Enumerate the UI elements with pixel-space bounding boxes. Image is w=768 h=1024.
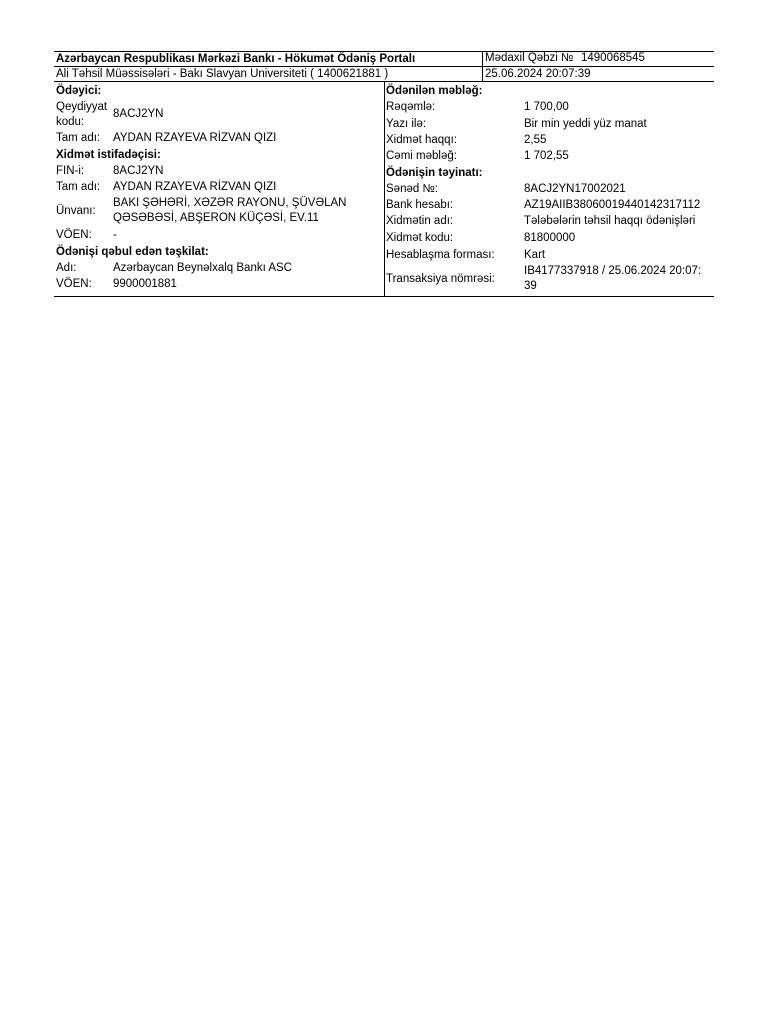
address-line-2: QƏSƏBƏSİ, ABŞERON KÜÇƏSİ, EV.11 xyxy=(113,212,319,224)
service-user-name-label: Tam adı: xyxy=(56,181,101,193)
transaction-number-label: Transaksiya nömrəsi: xyxy=(386,273,495,285)
amount-section-heading: Ödənilən məbləğ: xyxy=(386,85,483,97)
service-code-value: 81800000 xyxy=(524,232,576,244)
amount-words-value: Bir min yeddi yüz manat xyxy=(524,118,647,130)
payer-reg-label-1: Qeydiyyat xyxy=(56,101,108,113)
purpose-section-heading: Ödənişin təyinatı: xyxy=(386,167,483,179)
address-line-1: BAKI ŞƏHƏRİ, XƏZƏR RAYONU, ŞÜVƏLAN xyxy=(113,197,347,209)
service-fee-value: 2,55 xyxy=(524,134,547,146)
bank-account-label: Bank hesabı: xyxy=(386,199,454,211)
payer-name-value: AYDAN RZAYEVA RİZVAN QIZI xyxy=(113,132,277,144)
service-user-name-value: AYDAN RZAYEVA RİZVAN QIZI xyxy=(113,181,277,193)
service-name-value: Tələbələrin təhsil haqqı ödənişləri xyxy=(524,215,696,227)
service-user-voen-label: VÖEN: xyxy=(56,229,92,241)
address-label: Ünvanı: xyxy=(56,205,96,217)
amount-words-label: Yazı ilə: xyxy=(386,118,427,130)
body-column-divider xyxy=(384,81,385,296)
transaction-number-line-1: IB4177337918 / 25.06.2024 20:07: xyxy=(524,265,702,277)
fin-value: 8ACJ2YN xyxy=(113,165,164,177)
portal-title: Azərbaycan Respublikası Mərkəzi Bankı - Hökumət Ödəniş Portalı xyxy=(56,53,416,65)
receiver-name-label: Adı: xyxy=(56,262,77,274)
payment-form-label: Hesablaşma forması: xyxy=(386,249,495,261)
payer-section-heading: Ödəyici: xyxy=(56,85,102,97)
bank-account-value: AZ19AIIB38060019440142317112 xyxy=(524,199,701,211)
service-user-section-heading: Xidmət istifadəçisi: xyxy=(56,149,161,161)
payer-name-label: Tam adı: xyxy=(56,132,101,144)
receiver-voen-value: 9900001881 xyxy=(113,278,177,290)
service-name-label: Xidmətin adı: xyxy=(386,215,454,227)
receiver-section-heading: Ödənişi qəbul edən təşkilat: xyxy=(56,246,209,258)
fin-label: FIN-i: xyxy=(56,165,85,177)
institution-line: Ali Təhsil Müəssisələri - Bakı Slavyan Universiteti ( 1400621881 ) xyxy=(56,68,389,80)
document-number-value: 8ACJ2YN17002021 xyxy=(524,183,626,195)
header-column-divider xyxy=(482,51,483,81)
service-user-voen-value: - xyxy=(113,229,117,241)
total-amount-label: Cəmi məbləğ: xyxy=(386,150,457,162)
payment-form-value: Kart xyxy=(524,249,546,261)
transaction-number-line-2: 39 xyxy=(524,280,537,292)
total-amount-value: 1 702,55 xyxy=(524,150,569,162)
amount-digits-value: 1 700,00 xyxy=(524,101,569,113)
amount-digits-label: Rəqəmlə: xyxy=(386,101,436,113)
receipt-datetime: 25.06.2024 20:07:39 xyxy=(485,68,591,80)
document-number-label: Sənəd №: xyxy=(386,183,438,195)
receiver-name-value: Azərbaycan Beynəlxalq Bankı ASC xyxy=(113,262,292,274)
payer-reg-value: 8ACJ2YN xyxy=(113,108,164,120)
bottom-border xyxy=(54,296,714,297)
receiver-voen-label: VÖEN: xyxy=(56,278,92,290)
receipt-number-label: Mədaxil Qəbzi № xyxy=(485,52,574,64)
payer-reg-label-2: kodu: xyxy=(56,116,85,128)
service-code-label: Xidmət kodu: xyxy=(386,232,454,244)
service-fee-label: Xidmət haqqı: xyxy=(386,134,457,146)
receipt-number: 1490068545 xyxy=(581,52,645,64)
